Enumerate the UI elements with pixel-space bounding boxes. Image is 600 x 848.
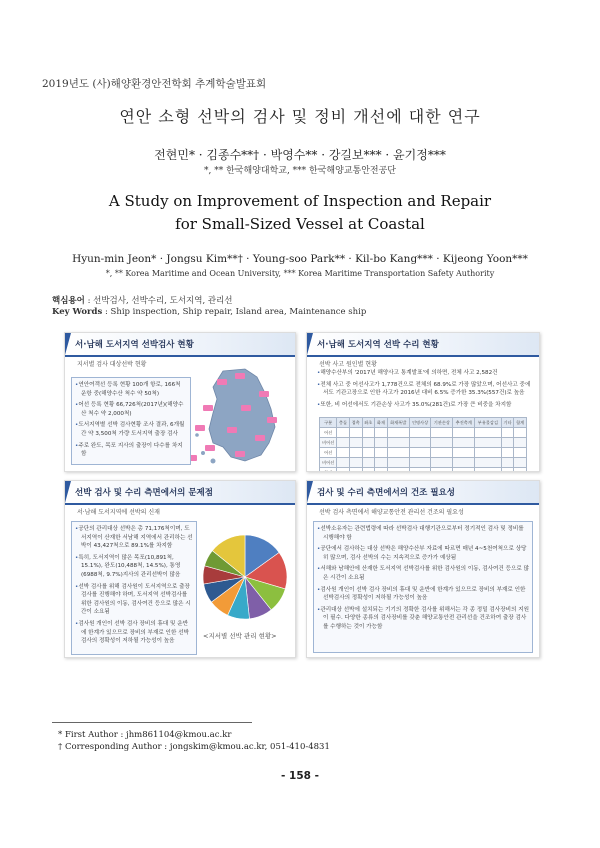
table-row (320, 428, 527, 438)
panel-header (307, 481, 539, 505)
bullet-item: • 공단에서 검사하는 대상 선박은 해양수산부 자료에 따르면 매년 4~5천여척으로 상당히 많으며, 검사 선박의 수는 지속적으로 증가가 예상됨 (317, 545, 529, 562)
table-cell (431, 438, 453, 448)
table-cell (431, 448, 453, 458)
table-header-cell: 기관손상 (431, 418, 453, 428)
bullet-item: • 특히, 도서지역이 많은 목포(10,891척, 15.1%), 완도(10,488척, 14.5%), 통영(6988척, 9.7%)지사의 관리선박이 많음 (75, 554, 193, 580)
table-cell (514, 438, 527, 448)
table-cell (514, 458, 527, 468)
table-cell (337, 428, 350, 438)
table-cell (431, 468, 453, 473)
table-header-cell: 추진축계 (453, 418, 475, 428)
bullet-item: • 연안여객선 등록 현황 100개 항로, 166척 운항 중(해양수산 척수 약 50척) (75, 381, 187, 398)
table-cell (362, 438, 375, 448)
keywords-english-text: : Ship inspection, Ship repair, Island area, Maintenance ship (104, 307, 367, 317)
table-header-cell: 화재폭발 (387, 418, 409, 428)
panel-subtitle: 선박 사고 원인별 현황 (319, 361, 377, 368)
table-cell (375, 468, 388, 473)
table-cell (337, 448, 350, 458)
bullet-item: • 주로 완도, 목포 지사의 출장이 다수를 차지함 (75, 442, 187, 459)
table-cell (375, 428, 388, 438)
table-cell (501, 468, 514, 473)
table-cell (362, 448, 375, 458)
table-cell (409, 448, 431, 458)
table-cell (453, 468, 475, 473)
table-cell: 비어선 (320, 438, 337, 448)
panel-subtitle: 선박 검사 측면에서 해양교통안전 관리선 건조의 필요성 (319, 509, 464, 516)
panel-title: 서·남해 도서지역 선박검사 현황 (75, 340, 194, 350)
panel-title: 서·남해 도서지역 선박 수리 현황 (317, 340, 439, 350)
table-cell (431, 458, 453, 468)
table-cell (514, 468, 527, 473)
chart-caption: <지서별 선박 관리 현황> (203, 632, 277, 640)
authors-english: Hyun-min Jeon* · Jongsu Kim**† · Young-soo Park** · Kil-bo Kang*** · Kijeong Yoon*** (72, 253, 528, 265)
bullet-item: • 검사원 개인이 선박 검사 장비의 휴대 및 운반에 한계가 있으므로 장비의 부재로 인한 선박검사의 정확성이 저하될 가능성이 높음 (75, 620, 193, 646)
table-cell (349, 448, 362, 458)
keywords-korean-label: 핵심용어 (52, 296, 85, 306)
table-cell (375, 438, 388, 448)
table-header-cell: 접촉 (349, 418, 362, 428)
table-cell (387, 468, 409, 473)
panel-header (65, 333, 295, 357)
bullet-item: • 전체 사고 중 어선사고가 1,778건으로 전체의 68.9%로 가장 많았으며, 어선사고 중에서도 기관고장으로 인한 사고가 2016년 대비 6.5% 증가한 35.3%(557건)로 높음 (317, 381, 533, 398)
table-cell (453, 428, 475, 438)
bullet-list (317, 525, 529, 635)
table-row (320, 468, 527, 473)
table-cell (375, 458, 388, 468)
table-cell (349, 428, 362, 438)
table-header-cell: 부유물감김 (475, 418, 501, 428)
table-cell (349, 468, 362, 473)
panel-problems (64, 480, 296, 658)
table-header-cell: 인명사상 (409, 418, 431, 428)
table-cell (349, 438, 362, 448)
table-header-cell: 좌초 (362, 418, 375, 428)
table-header-cell: 충돌 (337, 418, 350, 428)
table-cell: 합계 (320, 468, 337, 473)
table-cell: 어선 (320, 448, 337, 458)
bullet-list (75, 381, 187, 462)
table-header-cell: 기타 (501, 418, 514, 428)
table-cell (337, 458, 350, 468)
table-cell (337, 468, 350, 473)
authors-korean: 전현민* · 김종수**† · 박영수** · 강길보*** · 윤기정*** (154, 148, 446, 162)
table-cell (453, 448, 475, 458)
map-image (183, 365, 293, 469)
table-cell (475, 468, 501, 473)
bullet-item: • 공단의 관리대상 선박은 총 71,176척이며, 도서지역이 산재한 서남해 지역에서 관리하는 선박이 43,427척으로 89.1%를 차지함 (75, 525, 193, 551)
bullet-item: • 검사원 개인이 선박 검사 장비의 휴대 및 운반에 한계가 있으므로 장비의 부재로 인한 선박검사의 정확성이 저하될 가능성이 높음 (317, 586, 529, 603)
keywords-english-label: Key Words (52, 307, 103, 317)
table-cell (409, 428, 431, 438)
panel-subtitle: 서·남해 도서지역에 선박의 신재 (77, 509, 160, 516)
footnote-corresponding-author: † Corresponding Author : jongskim@kmou.ac.kr, 051-410-4831 (58, 742, 330, 752)
footnote-first-author: * First Author : jhm861104@kmou.ac.kr (58, 730, 232, 740)
table-cell (409, 438, 431, 448)
conference-header: 2019년도 (사)해양환경안전학회 추계학술발표회 (42, 78, 267, 90)
table-cell: 어선 (320, 428, 337, 438)
footnote-divider (52, 722, 252, 723)
table-cell (501, 428, 514, 438)
table-cell (475, 428, 501, 438)
panel-necessity (306, 480, 540, 658)
keywords-korean (52, 294, 233, 306)
panel-header (307, 333, 539, 357)
table-cell (387, 428, 409, 438)
bullet-list (75, 525, 193, 649)
panel-header (65, 481, 295, 505)
panel-repair-status (306, 332, 540, 472)
table-row (320, 458, 527, 468)
title-english-line2: for Small-Sized Vessel at Coastal (175, 215, 425, 233)
table-cell (349, 458, 362, 468)
table-cell (453, 458, 475, 468)
table-header-cell: 구분 (320, 418, 337, 428)
table-cell (453, 438, 475, 448)
panel-inspection-status (64, 332, 296, 472)
table-cell (362, 458, 375, 468)
table-cell (475, 438, 501, 448)
title-english-line1: A Study on Improvement of Inspection and Repair (108, 192, 492, 210)
bullet-item: • 어선 등록 현황 66,726척(2017년)(해양수산 척수 약 2,000척) (75, 401, 187, 418)
table-cell (409, 468, 431, 473)
table-cell (431, 428, 453, 438)
table-row (320, 438, 527, 448)
table-cell (501, 438, 514, 448)
table-cell (514, 448, 527, 458)
table-cell (387, 458, 409, 468)
table-cell (362, 468, 375, 473)
affiliation-korean: *, ** 한국해양대학교, *** 한국해양교통안전공단 (204, 166, 396, 176)
bullet-item: • 관리대상 선박에 설치되는 기기의 정확한 검사를 위해서는 각 종 정밀 검사장비의 지원이 필수. 다양한 종류의 검사장비를 갖춘 해양교통안전 관리선을 건조하여 출장 검사를 수행하는 것이 가능함 (317, 606, 529, 632)
pie-chart (199, 531, 291, 623)
table-cell (409, 458, 431, 468)
table-cell (501, 448, 514, 458)
bullet-item: • 선박 검사를 위해 검사원이 도서지역으로 출장검사를 진행해야 하며, 도서지역 선박검사를 위한 검사원의 이동, 검사여건 등으로 많은 시간이 소요됨 (75, 583, 193, 617)
bullet-item: • 서해와 남해안에 산재한 도서지역 선박검사를 위한 검사원의 이동, 검사여건 등으로 많은 시간이 소요됨 (317, 565, 529, 582)
accident-table (319, 417, 527, 472)
table-cell (514, 428, 527, 438)
table-header-cell: 합계 (514, 418, 527, 428)
table-cell (387, 448, 409, 458)
table-cell (387, 438, 409, 448)
bullet-item: • 선박소유자는 관련법령에 따라 선박검사 대행기관으로부터 정기적인 검사 및 정비를 시행해야 함 (317, 525, 529, 542)
panel-title: 선박 검사 및 수리 측면에서의 문제점 (75, 488, 213, 498)
table-cell (337, 438, 350, 448)
table-row (320, 448, 527, 458)
table-cell: 비어선 (320, 458, 337, 468)
keywords-english (52, 307, 366, 317)
panel-title: 검사 및 수리 측면에서의 건조 필요성 (317, 488, 455, 498)
bullet-list (317, 369, 533, 412)
table-cell (475, 448, 501, 458)
title-korean: 연안 소형 선박의 검사 및 정비 개선에 대한 연구 (119, 107, 481, 126)
table-cell (375, 448, 388, 458)
page-number: - 158 - (281, 770, 319, 782)
table-header-row (320, 418, 527, 428)
table-cell (501, 458, 514, 468)
bullet-item: • 도서지역별 선박 검사현황 조사 결과, 6개월간 약 3,500척 가량 도서지역 출장 검사 (75, 421, 187, 438)
table-header-cell: 화재 (375, 418, 388, 428)
affiliation-english: *, ** Korea Maritime and Ocean University, *** Korea Maritime Transportation Safety Authority (105, 269, 495, 278)
keywords-korean-text: : 선박검사, 선박수리, 도서지역, 관리선 (87, 296, 233, 306)
table-cell (475, 458, 501, 468)
bullet-item: • 또한, 비 어선에서도 기관손상 사고가 35.0%(281건)로 가장 큰 비중을 차지함 (317, 401, 533, 410)
bullet-item: • 해양수산부의 '2017년 해양사고 통계발표'에 의하면, 전체 사고 2,582건 (317, 369, 533, 378)
table-cell (362, 428, 375, 438)
panel-subtitle: 지서별 검사 대상선박 현황 (77, 361, 147, 368)
